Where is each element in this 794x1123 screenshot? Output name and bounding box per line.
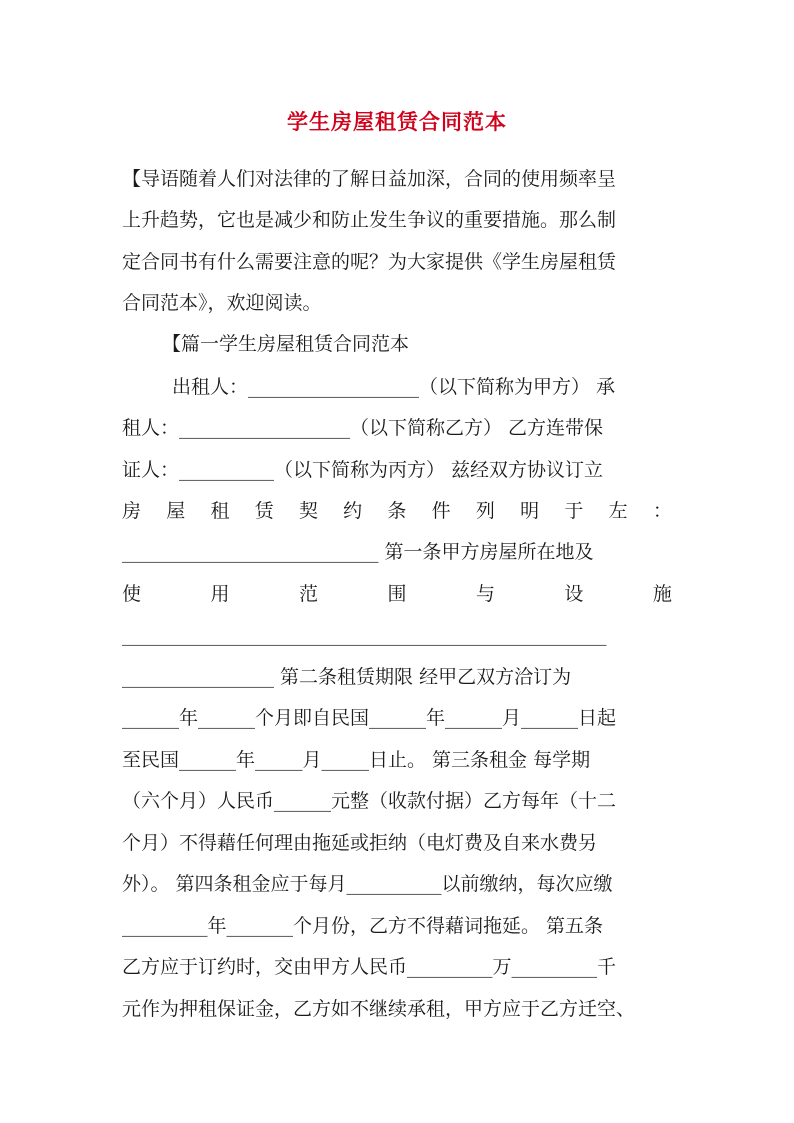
justified-char: 件 [431,500,451,522]
body-line-1: 出租人：__________________（以下简称为甲方） 承 [172,376,616,398]
body-line-14: _________年_______个月份，乙方不得藉词拖延。 第五条 [122,915,604,937]
body-line-11: （六个月）人民币______元整（收款付据）乙方每年（十二 [122,790,617,812]
justified-char: 使 [122,583,142,605]
justified-char: 约 [343,500,363,522]
intro-line-1: 【导语随着人们对法律的了解日益加深，合同的使用频率呈 [122,168,617,190]
justified-char: 租 [210,500,230,522]
body-line-16: 元作为押租保证金，乙方如不继续承租，甲方应于乙方迁空、 [122,998,636,1020]
body-line-3: 证人：__________（以下简称为丙方） 兹经双方协议订立 [122,459,604,481]
justified-char: 赁 [254,500,274,522]
body-line-7: ___________________________________________________ [122,624,607,646]
justified-char: 于 [564,500,584,522]
body-line-9: ______年______个月即自民国______年______月______日起 [122,707,617,729]
section-heading: 【篇一学生房屋租赁合同范本 [162,333,410,355]
justified-char: 左 [608,500,628,522]
body-line-15: 乙方应于订约时，交由甲方人民币_________万_________千 [122,956,617,978]
justified-char: ： [652,500,672,522]
justified-char: 围 [387,583,407,605]
body-line-10: 至民国______年_____月_____日止。 第三条租金 每学期 [122,749,591,771]
document-title: 学生房屋租赁合同范本 [287,109,507,134]
body-line-2: 租人：__________________（以下简称乙方） 乙方连带保 [122,417,604,439]
intro-line-3: 定合同书有什么需要注意的呢？为大家提供《学生房屋租赁 [122,251,617,273]
body-line-8: ________________ 第二条租赁期限 经甲乙双方洽订为 [122,666,572,688]
justified-char: 明 [520,500,540,522]
body-line-5: ___________________________ 第一条甲方房屋所在地及 [122,541,594,563]
body-line-6 [122,580,672,608]
intro-line-2: 上升趋势，它也是减少和防止发生争议的重要措施。那么制 [122,209,617,231]
justified-char: 与 [475,583,495,605]
body-line-4 [122,497,672,525]
justified-char: 房 [122,500,142,522]
body-line-12: 个月）不得藉任何理由拖延或拒纳（电灯费及自来水费另 [122,832,598,854]
justified-char: 用 [210,583,230,605]
justified-char: 范 [298,583,318,605]
justified-char: 施 [652,583,672,605]
intro-line-4: 合同范本》，欢迎阅读。 [122,292,322,314]
justified-char: 条 [387,500,407,522]
justified-char: 设 [564,583,584,605]
body-line-13: 外）。 第四条租金应于每月__________以前缴纳，每次应缴 [122,873,613,895]
justified-char: 列 [475,500,495,522]
justified-char: 屋 [166,500,186,522]
justified-char: 契 [298,500,318,522]
